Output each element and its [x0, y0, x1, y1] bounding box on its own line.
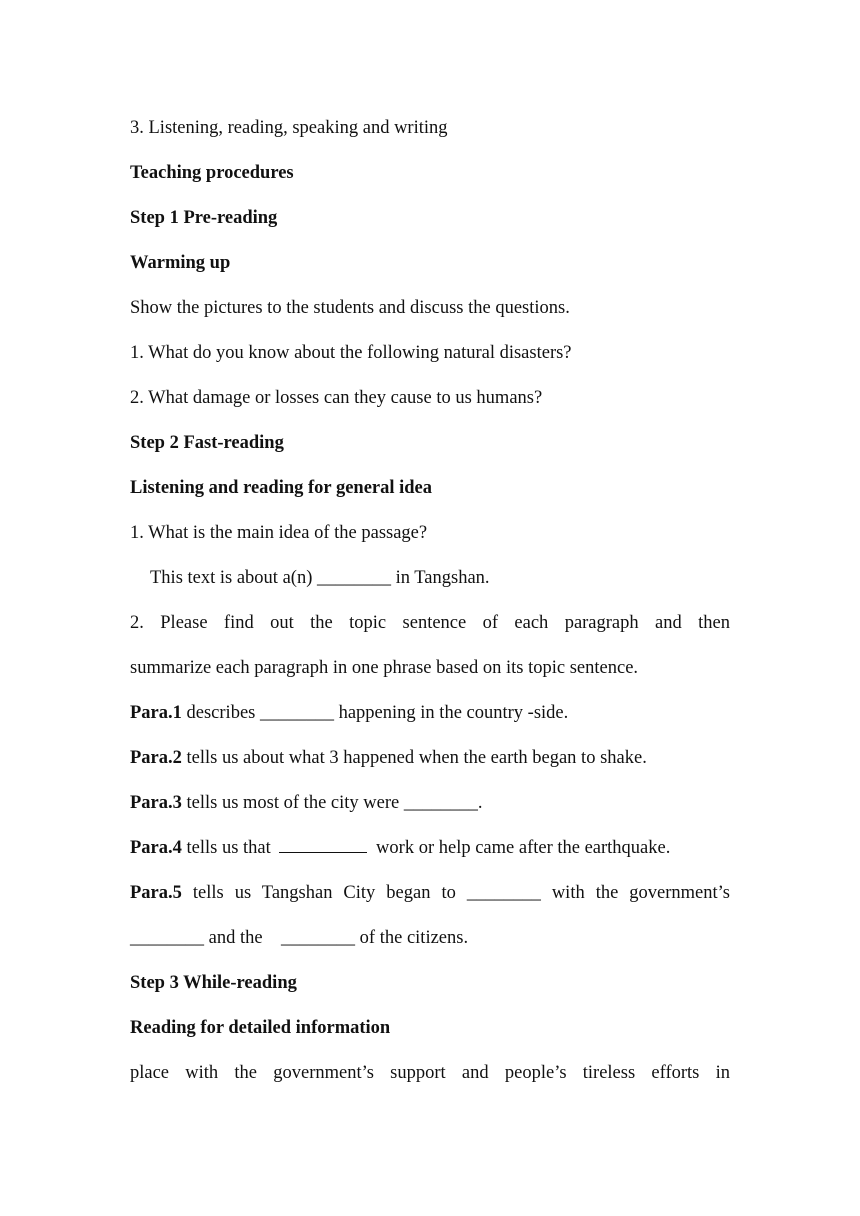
heading-general-idea: Listening and reading for general idea [130, 478, 433, 498]
para-2-summary [130, 746, 730, 770]
para-label: Para.4 [130, 838, 182, 858]
body-text: place with the government’s support and people’s tireless efforts in [130, 1063, 730, 1083]
objective-3: 3. Listening, reading, speaking and writing [130, 118, 448, 138]
fast-question-1: 1. What is the main idea of the passage? [130, 523, 428, 543]
heading-step-2: Step 2 Fast-reading [130, 433, 284, 453]
para-5-summary [130, 881, 730, 905]
para-text: tells us most of the city were ________. [181, 793, 483, 813]
question-2: 2. What damage or losses can they cause to us humans? [130, 388, 543, 408]
fill-blank [279, 836, 367, 853]
heading-detailed-info: Reading for detailed information [130, 1018, 391, 1038]
para-label: Para.5 [130, 883, 182, 903]
para-5-summary-cont: ________ and the ________ of the citizens. [130, 928, 469, 948]
para-3-summary [130, 791, 730, 815]
heading-teaching-procedures: Teaching procedures [130, 163, 294, 183]
heading-step-3: Step 3 While-reading [130, 973, 297, 993]
fast-answer-1: This text is about a(n) ________ in Tangshan. [150, 568, 490, 588]
para-text: describes ________ happening in the country -side. [181, 703, 569, 723]
para-text: tells us that [181, 838, 276, 858]
question-1: 1. What do you know about the following natural disasters? [130, 343, 572, 363]
heading-step-1: Step 1 Pre-reading [130, 208, 278, 228]
instruction-text: Show the pictures to the students and discuss the questions. [130, 298, 570, 318]
para-text: tells us Tangshan City began to ________ with the government’s [181, 883, 730, 903]
heading-warming-up: Warming up [130, 253, 231, 273]
para-4-summary [130, 836, 730, 860]
fast-question-2-cont: summarize each paragraph in one phrase based on its topic sentence. [130, 658, 639, 678]
para-label: Para.3 [130, 793, 182, 813]
fast-question-2: 2. Please find out the topic sentence of each paragraph and then [130, 613, 730, 633]
para-text: tells us about what 3 happened when the earth began to shake. [181, 748, 647, 768]
para-text: work or help came after the earthquake. [371, 838, 671, 858]
para-label: Para.1 [130, 703, 182, 723]
para-1-summary [130, 701, 730, 725]
para-label: Para.2 [130, 748, 182, 768]
